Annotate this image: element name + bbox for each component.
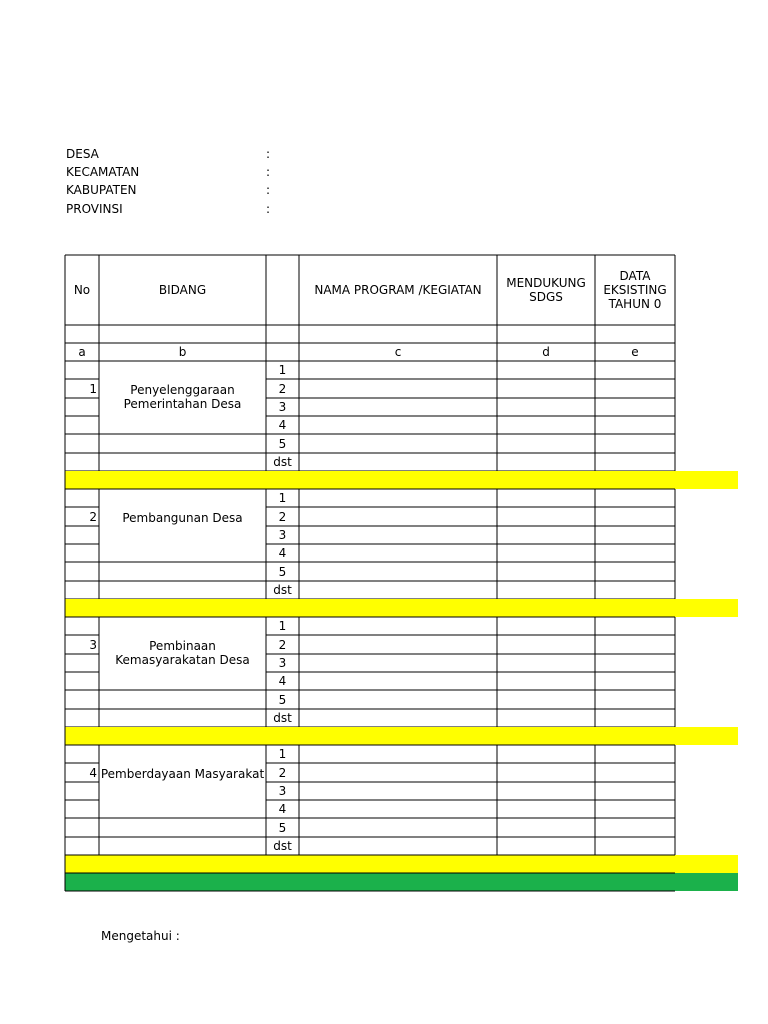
sub-row-number: 4 bbox=[278, 674, 287, 688]
sub-row-number: 3 bbox=[278, 656, 287, 670]
mengetahui-label: Mengetahui : bbox=[101, 929, 180, 943]
kabupaten-label: KABUPATEN bbox=[66, 183, 137, 197]
sub-row-number: 2 bbox=[278, 637, 287, 652]
section-number: 3 bbox=[89, 637, 97, 652]
sub-row-number: 4 bbox=[278, 418, 287, 432]
sub-row-number: 3 bbox=[278, 528, 287, 542]
section-yellow-bar bbox=[65, 727, 738, 745]
total-green-bar bbox=[65, 873, 738, 891]
sub-row-number: 5 bbox=[278, 820, 287, 835]
section-yellow-bar bbox=[65, 855, 738, 873]
provinsi-label: PROVINSI bbox=[66, 202, 123, 216]
sub-row-number: dst bbox=[273, 711, 292, 725]
sub-row-number: 5 bbox=[278, 692, 287, 707]
header-no: No bbox=[73, 283, 91, 297]
kecamatan-label: KECAMATAN bbox=[66, 165, 140, 179]
header-program: NAMA PROGRAM /KEGIATAN bbox=[314, 283, 482, 297]
section-bidang: Pembinaan Kemasyarakatan Desa bbox=[115, 639, 250, 667]
header-bidang: BIDANG bbox=[158, 283, 207, 297]
desa-colon: : bbox=[266, 147, 271, 161]
sub-row-number: 5 bbox=[278, 436, 287, 451]
section-bidang: Pemberdayaan Masyarakat bbox=[100, 767, 265, 781]
provinsi-colon: : bbox=[266, 202, 271, 216]
sub-row-number: 2 bbox=[278, 381, 287, 396]
sub-row-number: 1 bbox=[278, 747, 287, 761]
sub-row-number: dst bbox=[273, 455, 292, 469]
column-letter: d bbox=[542, 345, 550, 359]
sub-row-number: dst bbox=[273, 839, 292, 853]
column-letter: b bbox=[178, 345, 187, 359]
column-letter: e bbox=[631, 345, 639, 359]
column-letter bbox=[266, 343, 299, 361]
sub-row-number: 1 bbox=[278, 491, 287, 505]
sub-row-number: 3 bbox=[278, 784, 287, 798]
section-yellow-bar bbox=[65, 599, 738, 617]
sub-row-number: 2 bbox=[278, 509, 287, 524]
desa-label: DESA bbox=[66, 147, 99, 161]
header-blank bbox=[266, 255, 299, 325]
section-bidang: Pembangunan Desa bbox=[122, 511, 243, 525]
section-number: 1 bbox=[89, 381, 97, 396]
section-number: 2 bbox=[89, 509, 97, 524]
column-letter: c bbox=[394, 345, 402, 359]
sub-row-number: 1 bbox=[278, 363, 287, 377]
sub-row-number: 5 bbox=[278, 564, 287, 579]
sub-row-number: dst bbox=[273, 583, 292, 597]
kecamatan-colon: : bbox=[266, 165, 271, 179]
header-sdgs: MENDUKUNG SDGS bbox=[506, 276, 586, 304]
sub-row-number: 3 bbox=[278, 400, 287, 414]
sub-row-number: 4 bbox=[278, 802, 287, 816]
section-bidang: Penyelenggaraan Pemerintahan Desa bbox=[123, 383, 242, 411]
kabupaten-colon: : bbox=[266, 183, 271, 197]
header-data: DATA EKSISTING TAHUN 0 bbox=[603, 269, 667, 311]
sub-row-number: 2 bbox=[278, 765, 287, 780]
sub-row-number: 4 bbox=[278, 546, 287, 560]
section-number: 4 bbox=[89, 765, 97, 780]
section-yellow-bar bbox=[65, 471, 738, 489]
column-letter: a bbox=[78, 345, 86, 359]
sub-row-number: 1 bbox=[278, 619, 287, 633]
